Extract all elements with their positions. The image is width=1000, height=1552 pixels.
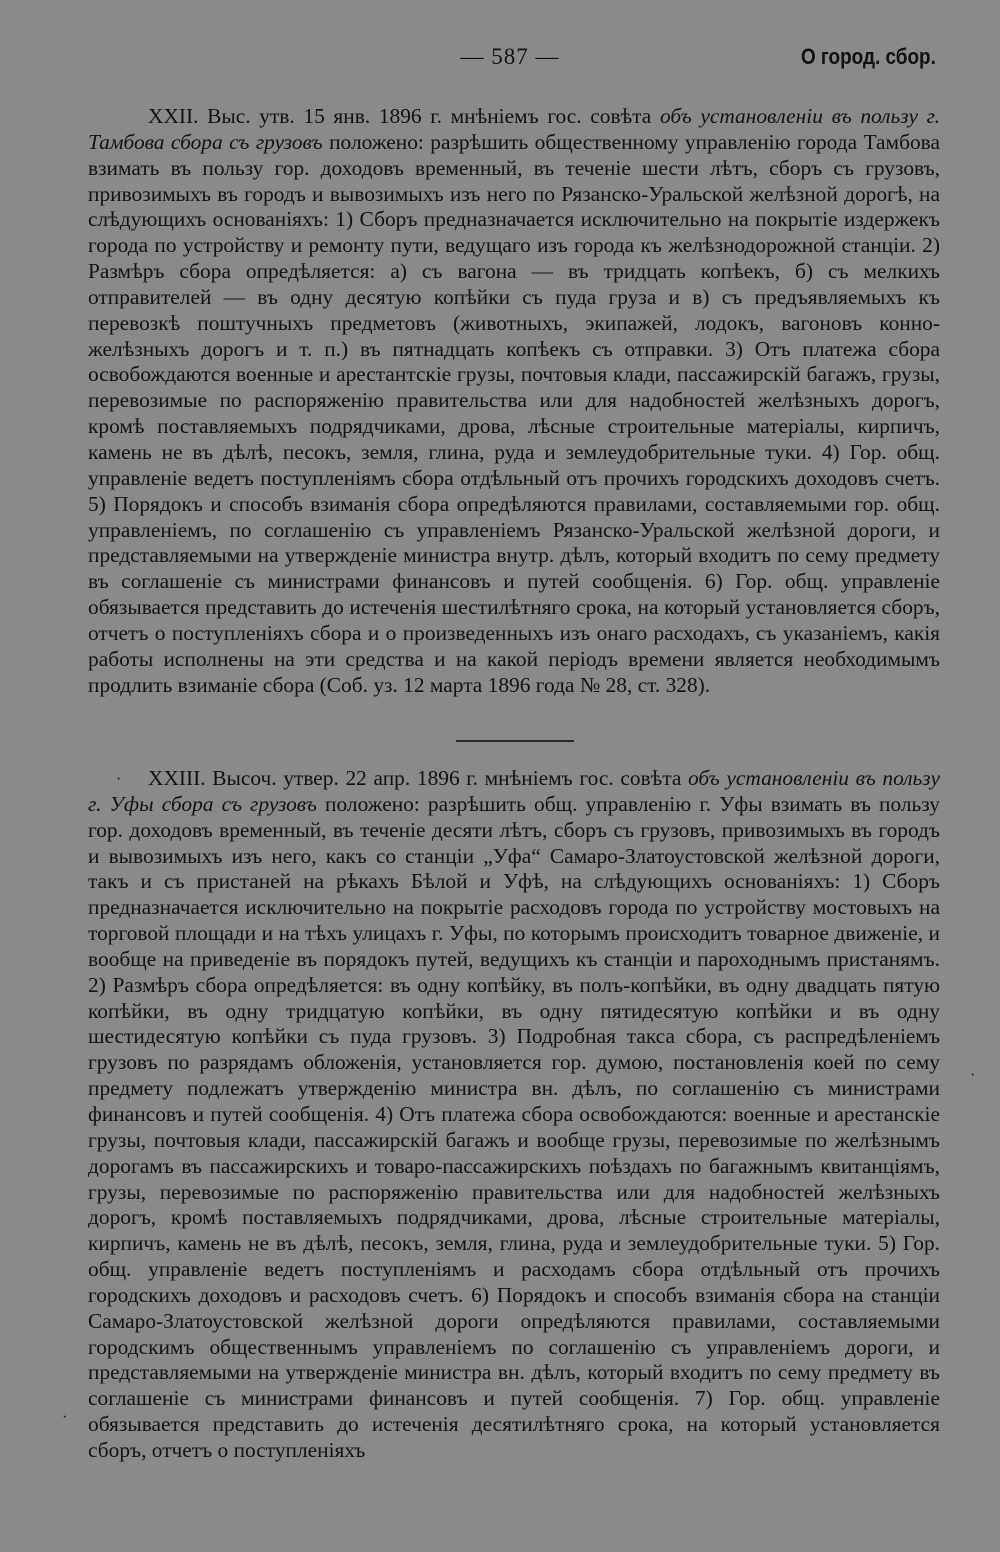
section-divider [456,740,574,742]
page-header [0,44,1000,78]
article-paragraph [88,766,940,1464]
article-body: положено: разрѣшить общественному управленію города Тамбова взимать въ пользу гор. доходовъ временный, въ теченіе шести лѣтъ, сборъ съ грузовъ, привозимыхъ въ городъ и вывозимыхъ изъ него по Рязанско-Уральской желѣзной дорогѣ, на слѣдующихъ основаніяхъ: 1) Сборъ предназначается исключительно на покрытіе издержекъ города по устройству и ремонту пути, ведущаго изъ города къ желѣзнодорожной станціи. 2) Размѣръ сбора опредѣляется: а) съ вагона — въ тридцать копѣекъ, б) съ мелкихъ отправителей — въ одну десятую копѣйки съ пуда груза и в) съ предъявляемыхъ къ перевозкѣ поштучныхъ предметовъ (животныхъ, экипажей, лодокъ, вагоновъ конно-желѣзныхъ дорогъ и т. п.) въ пятнадцать копѣекъ съ отправки. 3) Отъ платежа сбора освобождаются военные и арестантскіе грузы, почтовыя клади, пассажирскій багажъ, грузы, перевозимые по распоряженію правительства или для надобностей желѣзныхъ дорогъ, кромѣ поставляемыхъ подрядчиками, дрова, лѣсные строительные матеріалы, кирпичъ, камень не въ дѣлѣ, песокъ, земля, глина, руда и землеудобрительные туки. 4) Гор. общ. управленіе ведетъ поступленіямъ сбора отдѣльный отъ прочихъ городскихъ доходовъ счетъ. 5) Порядокъ и способъ взиманія сбора опредѣляются правилами, составляемыми гор. общ. управленіемъ, по соглашенію съ управленіемъ Рязанско-Уральской желѣзной дороги, и представляемыми на утвержденіе министра внутр. дѣлъ, который входитъ по сему предмету въ соглашеніе съ министрами финансовъ и путей сообщенія. 6) Гор. общ. управленіе обязывается представить до истеченія шестилѣтняго срока, на который установляется сборъ, отчетъ о поступленіяхъ сбора и о произведенныхъ изъ онаго расходахъ, съ указаніемъ, какія работы исполнены на эти средства и на какой періодъ времени является необходимымъ продлить взиманіе сбора (Соб. уз. 12 марта 1896 года № 28, ст. 328). [88,129,940,697]
article-paragraph [88,104,940,698]
article-xxii [88,104,940,698]
running-title: О город. сбор. [801,44,936,69]
scan-speck: · [116,771,122,788]
article-subject: объ установленіи въ пользу г. Тамбова сбора съ грузовъ [88,104,940,154]
page-number: — 587 — [460,44,560,69]
article-body: положено: разрѣшить общ. управленію г. Уфы взимать въ пользу гор. доходовъ временный, въ теченіе десяти лѣтъ, сборъ съ грузовъ, привозимыхъ въ городъ и вывозимыхъ изъ него, какъ со станціи „Уфа“ Самаро-Златоустовской желѣзной дороги, такъ и съ пристаней на рѣкахъ Бѣлой и Уфѣ, на слѣдующихъ основаніяхъ: 1) Сборъ предназначается исключительно на покрытіе расходовъ города по устройству мостовыхъ на торговой площади и на тѣхъ улицахъ г. Уфы, по которымъ происходитъ товарное движеніе, и вообще на приведеніе въ порядокъ путей, ведущихъ къ станціи и пароходнымъ пристанямъ. 2) Размѣръ сбора опредѣляется: въ одну копѣйку, въ полъ-копѣйки, въ одну двадцать пятую копѣйки, въ одну тридцатую копѣйки, въ одну пятидесятую копѣйки и въ одну шестидесятую копѣйки съ пуда грузовъ. 3) Подробная такса сбора, съ распредѣленіемъ грузовъ по разрядамъ обложенія, установляется гор. думою, постановленія коей по сему предмету подлежатъ утвержденію министра вн. дѣлъ, по соглашенію съ министрами финансовъ и путей сообщенія. 4) Отъ платежа сбора освобождаются: военные и арестанскіе грузы, почтовыя клади, пассажирскій багажъ и вообще грузы, перевозимые по желѣзнымъ дорогамъ въ пассажирскихъ и товаро-пассажирскихъ поѣздахъ по багажнымъ квитанціямъ, грузы, перевозимые по распоряженію правительства или для надобностей желѣзныхъ дорогъ, кромѣ поставляемыхъ подрядчиками, дрова, лѣсные строительные матеріалы, кирпичъ, камень не въ дѣлѣ, песокъ, земля, глина, руда и землеудобрительные туки. 5) Гор. общ. управленіе ведетъ поступленіямъ и расходамъ сбора отдѣльный отъ прочихъ городскихъ доходовъ и расходовъ счетъ. 6) Порядокъ и способъ взиманія сбора на станціи Самаро-Златоустовской желѣзной дороги опредѣляются правилами, составляемыми городскимъ общественнымъ управленіемъ по соглашенію съ управленіемъ дороги, и представляемыми на утвержденіе министра вн. дѣлъ, который входитъ по сему предмету въ соглашеніе съ министрами финансовъ и путей сообщенія. 7) Гор. общ. управленіе обязывается представить до истеченія десятилѣтняго срока, на который установляется сборъ, отчетъ о поступленіяхъ [88,791,940,1462]
scan-speck: · [970,1067,976,1084]
article-heading: XXIII. Высоч. утвер. 22 апр. 1896 г. мнѣніемъ гос. совѣта [148,766,682,790]
article-heading: XXII. Выс. утв. 15 янв. 1896 г. мнѣніемъ гос. совѣта [148,104,652,128]
scan-speck: · [62,1409,68,1426]
article-subject: объ установленіи въ пользу г. Уфы сбора съ грузовъ [88,766,940,816]
article-xxiii [88,766,940,1464]
